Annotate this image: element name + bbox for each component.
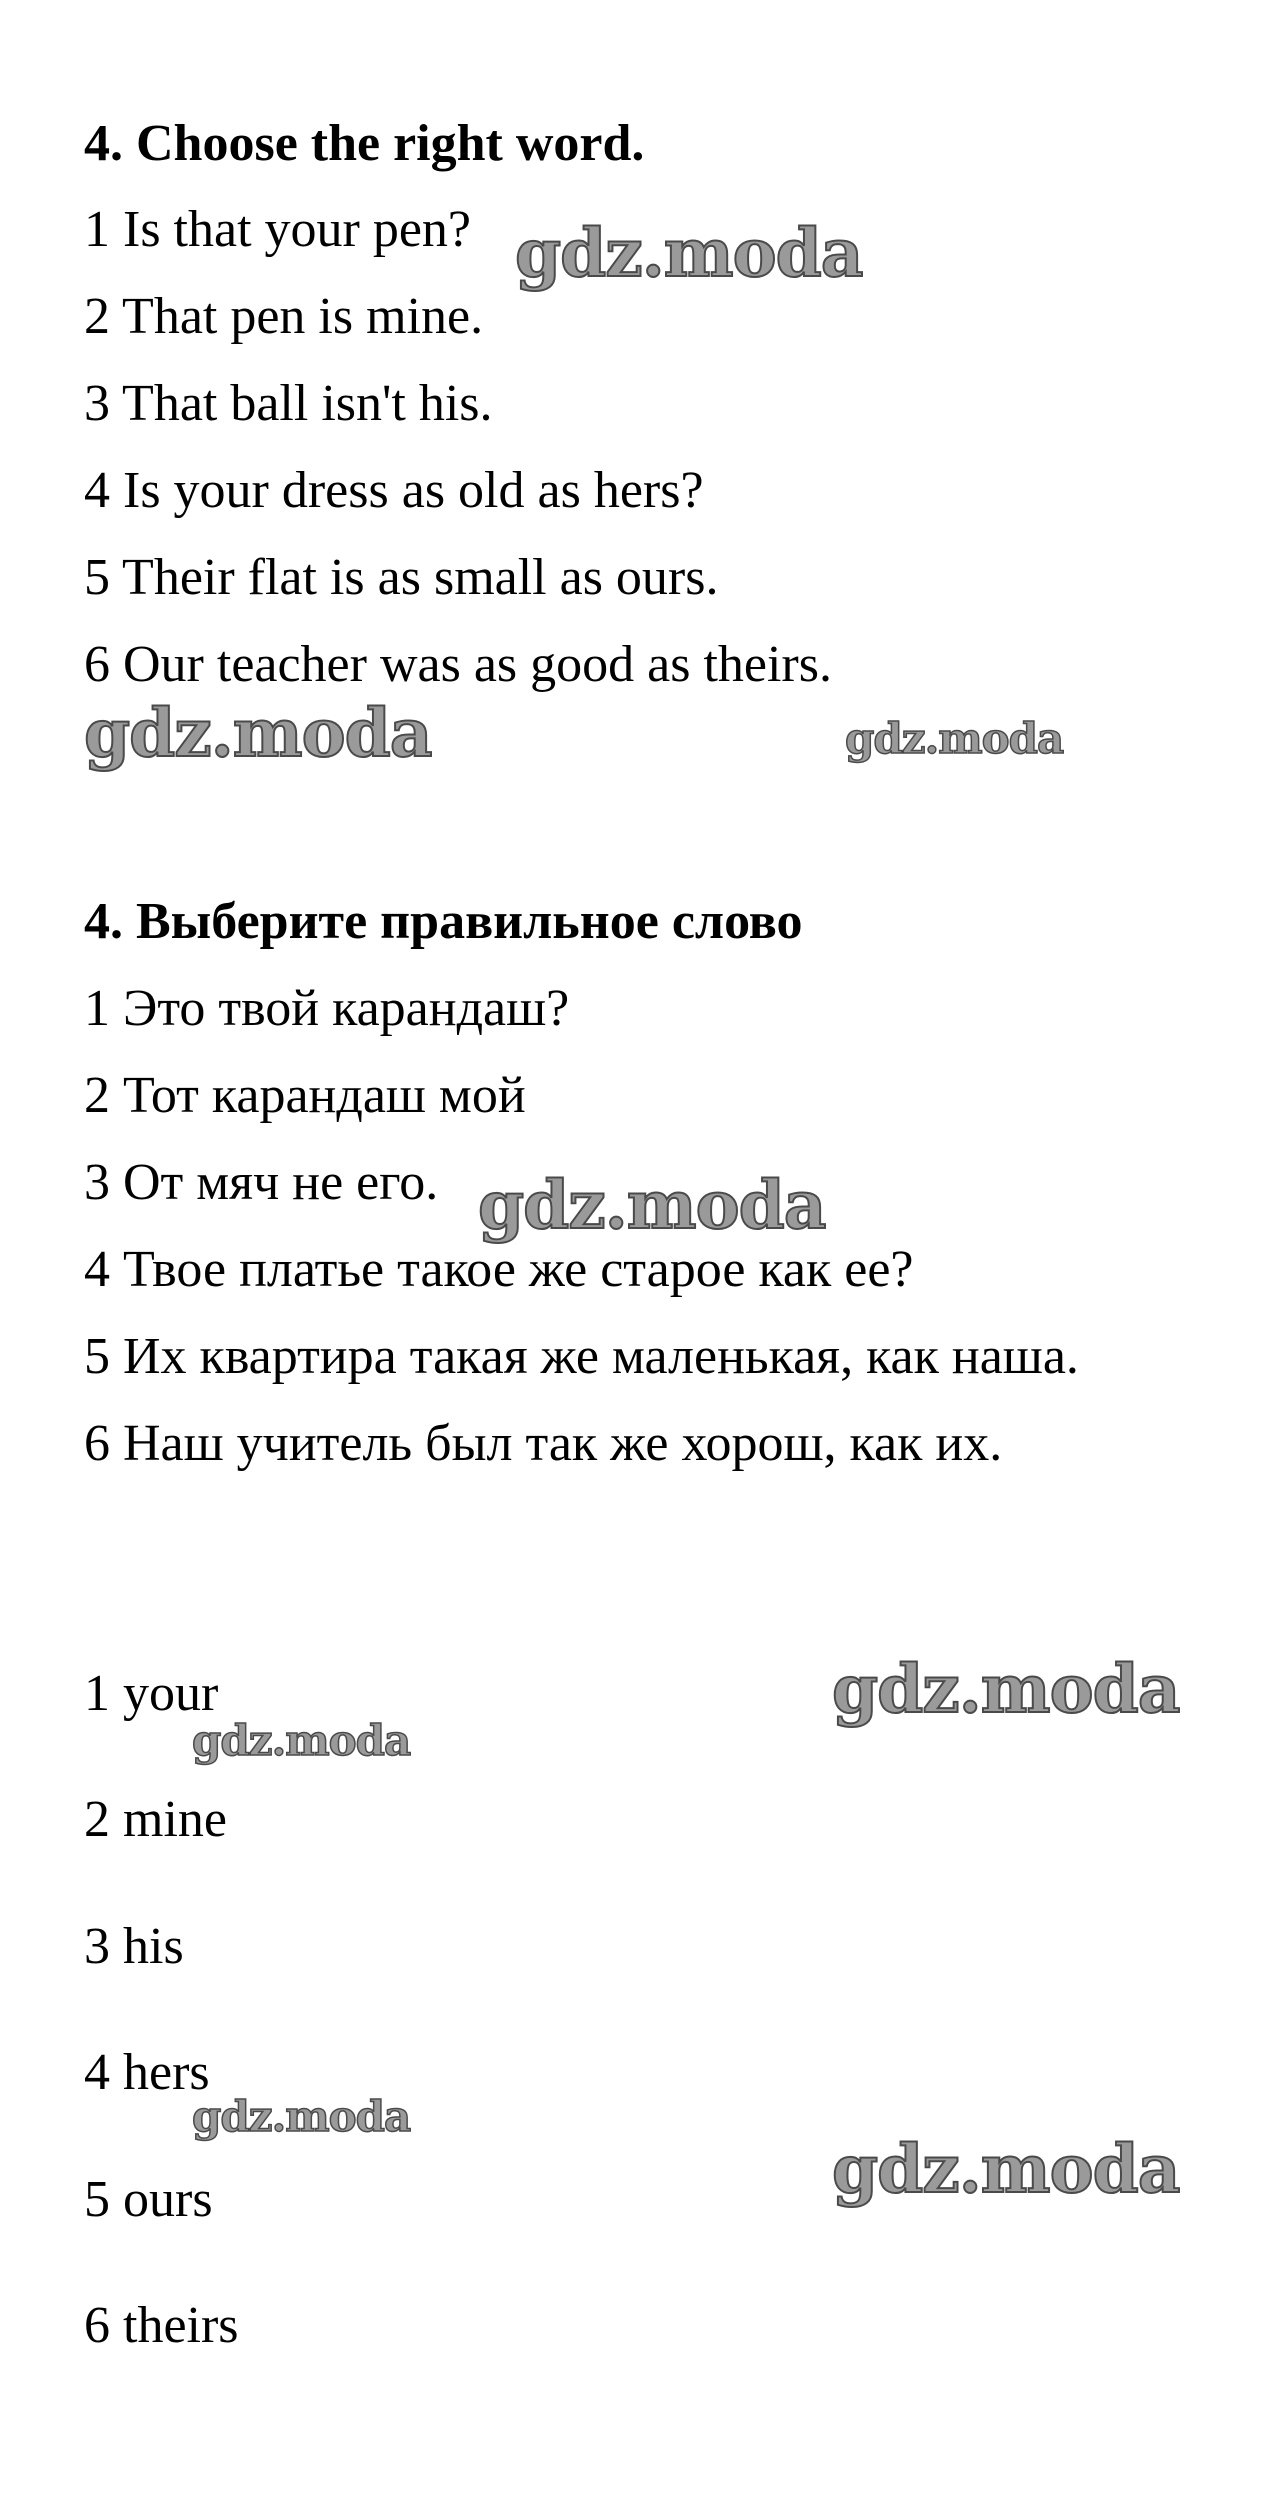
watermark: gdz.moda — [84, 694, 432, 772]
answer-2: 2 mine — [84, 1791, 227, 1848]
answer-1: 1 your — [84, 1665, 219, 1722]
russian-heading: 4. Выберите правильное слово — [84, 893, 803, 950]
russian-item-6: 6 Наш учитель был так же хорош, как их. — [84, 1415, 1003, 1472]
watermark: gdz.moda — [515, 214, 863, 292]
answer-6: 6 theirs — [84, 2297, 239, 2354]
answer-3: 3 his — [84, 1918, 184, 1975]
russian-item-3: 3 От мяч не его. — [84, 1154, 439, 1211]
watermark: gdz.moda — [832, 2130, 1180, 2208]
english-item-3: 3 That ball isn't his. — [84, 375, 493, 432]
russian-item-2: 2 Тот карандаш мой — [84, 1067, 526, 1124]
russian-item-5: 5 Их квартира такая же маленькая, как наша. — [84, 1328, 1079, 1385]
answer-4: 4 hers — [84, 2044, 210, 2101]
english-item-4: 4 Is your dress as old as hers? — [84, 462, 704, 519]
russian-item-1: 1 Это твой карандаш? — [84, 980, 570, 1037]
russian-item-4: 4 Твое платье такое же старое как ее? — [84, 1241, 914, 1298]
watermark: gdz.moda — [192, 2092, 411, 2141]
watermark: gdz.moda — [478, 1166, 826, 1244]
english-item-6: 6 Our teacher was as good as theirs. — [84, 636, 832, 693]
watermark: gdz.moda — [192, 1716, 411, 1765]
watermark: gdz.moda — [832, 1650, 1180, 1728]
english-item-5: 5 Their flat is as small as ours. — [84, 549, 719, 606]
answer-5: 5 ours — [84, 2171, 213, 2228]
english-item-1: 1 Is that your pen? — [84, 201, 472, 258]
english-heading: 4. Choose the right word. — [84, 115, 645, 172]
english-item-2: 2 That pen is mine. — [84, 288, 484, 345]
watermark: gdz.moda — [845, 714, 1064, 763]
